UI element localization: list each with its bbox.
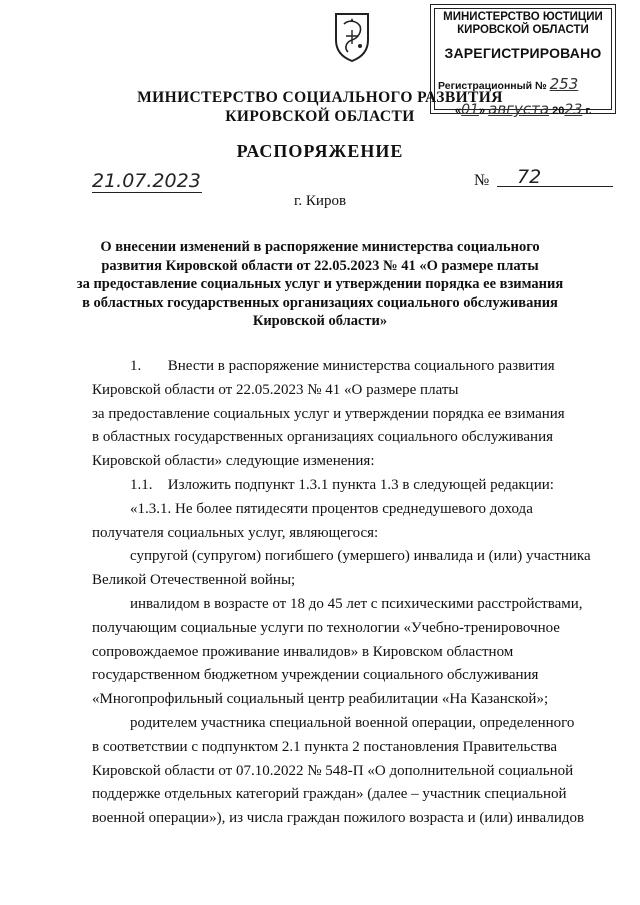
document-body (92, 355, 612, 831)
document-title: РАСПОРЯЖЕНИЕ (236, 141, 404, 161)
coat-of-arms-icon (332, 10, 372, 62)
paragraph-invalid-line: получающим социальные услуги по технологии «Учебно-тренировочное (92, 619, 560, 636)
paragraph-parent-line: родителем участника специальной военной операции, определенного (130, 714, 575, 731)
paragraph-spouse-line: Великой Отечественной войны; (92, 572, 296, 589)
stamp-reg-number: Регистрационный № 253 (438, 75, 579, 93)
paragraph-1-3-1-line: «1.3.1. Не более пятидесяти процентов среднедушевого дохода (130, 500, 533, 517)
paragraph-parent-line: Кировской области от 07.10.2022 № 548-П «О дополнительной социальной (92, 762, 574, 779)
paragraph-parent-line: поддержке отдельных категорий граждан» (далее – участник специальной (92, 786, 567, 803)
number-underline (497, 186, 613, 187)
document-city: г. Киров (293, 193, 347, 209)
stamp-org: МИНИСТЕРСТВО ЮСТИЦИИ КИРОВСКОЙ ОБЛАСТИ (443, 11, 603, 36)
stamp-status: ЗАРЕГИСТРИРОВАНО (444, 45, 602, 61)
paragraph-invalid-line: инвалидом в возрасте от 18 до 45 лет с психическими расстройствами, (130, 595, 583, 612)
paragraph-invalid-line: государственном бюджетном учреждении социального обслуживания (92, 667, 539, 684)
stamp-date: «01» августа 2023 г. (455, 100, 592, 118)
document-number: 72 (517, 166, 542, 188)
paragraph-invalid-line: сопровождаемое проживание инвалидов» в Кировском областном (92, 643, 514, 660)
number-label: № (474, 172, 490, 189)
paragraph-1-line: за предоставление социальных услуг и утверждении порядка ее взимания (92, 405, 565, 422)
document-subject: О внесении изменений в распоряжение министерства социального развития Кировской области от 22.05.2023 № 41 «О размере платы за предоставление социальных услуг и утверждении порядка ее взимания в областных государственных организациях социального обслуживания Кировской области» (76, 239, 564, 329)
ministry-name: МИНИСТЕРСТВО СОЦИАЛЬНОГО РАЗВИТИЯ КИРОВСКОЙ ОБЛАСТИ (137, 89, 503, 125)
paragraph-parent-line: в соответствии с подпунктом 2.1 пункта 2 постановления Правительства (92, 738, 558, 755)
stamp-reg-number-value: 253 (549, 75, 579, 93)
document-date: 21.07.2023 (92, 170, 201, 192)
date-underline (92, 192, 202, 193)
paragraph-1-line: 1. Внести в распоряжение министерства социального развития (130, 358, 555, 374)
paragraph-invalid-line: «Многопрофильный социальный центр реабилитации «На Казанской»; (92, 691, 549, 708)
paragraph-spouse-line: супругой (супругом) погибшего (умершего) инвалида и (или) участника (130, 548, 591, 565)
paragraph-parent-line: военной операции»), из числа граждан пожилого возраста и (или) инвалидов (92, 810, 585, 827)
paragraph-1-1: 1.1. Изложить подпункт 1.3.1 пункта 1.3 в следующей редакции: (130, 476, 554, 493)
paragraph-1-3-1-line: получателя социальных услуг, являющегося: (92, 524, 379, 541)
paragraph-1-line: Кировской области от 22.05.2023 № 41 «О размере платы (92, 381, 459, 398)
paragraph-1-line: в областных государственных организациях социального обслуживания (92, 429, 554, 446)
paragraph-1-line: Кировской области» следующие изменения: (92, 453, 375, 470)
